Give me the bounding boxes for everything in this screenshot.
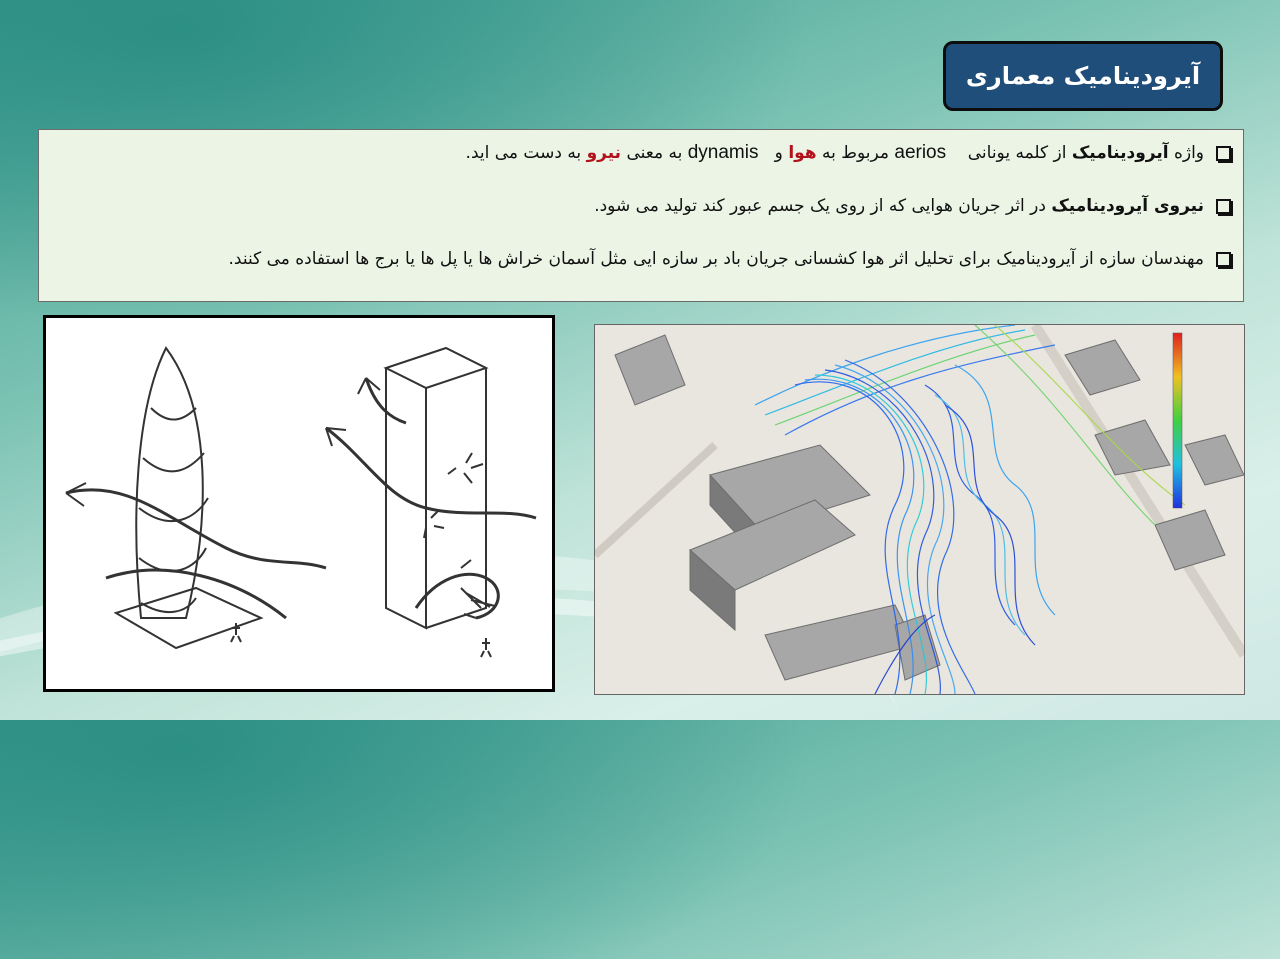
bullet-text-highlight: نیرو (586, 143, 622, 163)
wind-sketch-image (43, 315, 555, 692)
color-scale-bar (1173, 333, 1182, 508)
wind-sketch-drawing (46, 318, 552, 689)
bullet-text: مهندسان سازه از آیرودینامیک برای تحلیل اثر هوا کشسانی جریان باد بر سازه ایی مثل آسمان خراش ها یا پل ها یا برج ها استفاده می کنند. (228, 249, 1204, 269)
cfd-simulation-image (594, 324, 1245, 695)
bullet-text-run: در اثر جریان هوایی که از روی یک جسم عبور کند تولید می شود. (594, 196, 1052, 216)
bullet-text-bold: آیرودینامیک (1071, 143, 1169, 163)
bullet-text-bold: نیروی آیرودینامیک (1051, 196, 1204, 216)
bullet-item (51, 244, 1231, 297)
checkbox-bullet-icon (1216, 199, 1231, 214)
cfd-streamlines-render (595, 325, 1244, 694)
bullet-text-highlight: هوا (788, 143, 817, 163)
slide-title-text: آیرودینامیک معماری (965, 62, 1201, 90)
bullet-panel (38, 129, 1244, 302)
bullet-item (51, 138, 1231, 191)
bullet-text (466, 138, 1204, 168)
bullet-text-run: و (769, 143, 789, 163)
bullet-text-latin: aerios (894, 142, 947, 163)
slide-title (943, 41, 1223, 111)
bullet-text-run: واژه (1168, 143, 1204, 163)
checkbox-bullet-icon (1216, 146, 1231, 161)
bullet-text-run: به معنی (621, 143, 688, 163)
bullet-item (51, 191, 1231, 244)
checkbox-bullet-icon (1216, 252, 1231, 267)
bullet-text-run: از کلمه یونانی (962, 143, 1072, 163)
bullet-text-latin: dynamis (687, 142, 759, 163)
bullet-text-run: مربوط به (816, 143, 895, 163)
bullet-text (594, 191, 1204, 221)
bullet-text-run: به دست می اید. (465, 143, 587, 163)
